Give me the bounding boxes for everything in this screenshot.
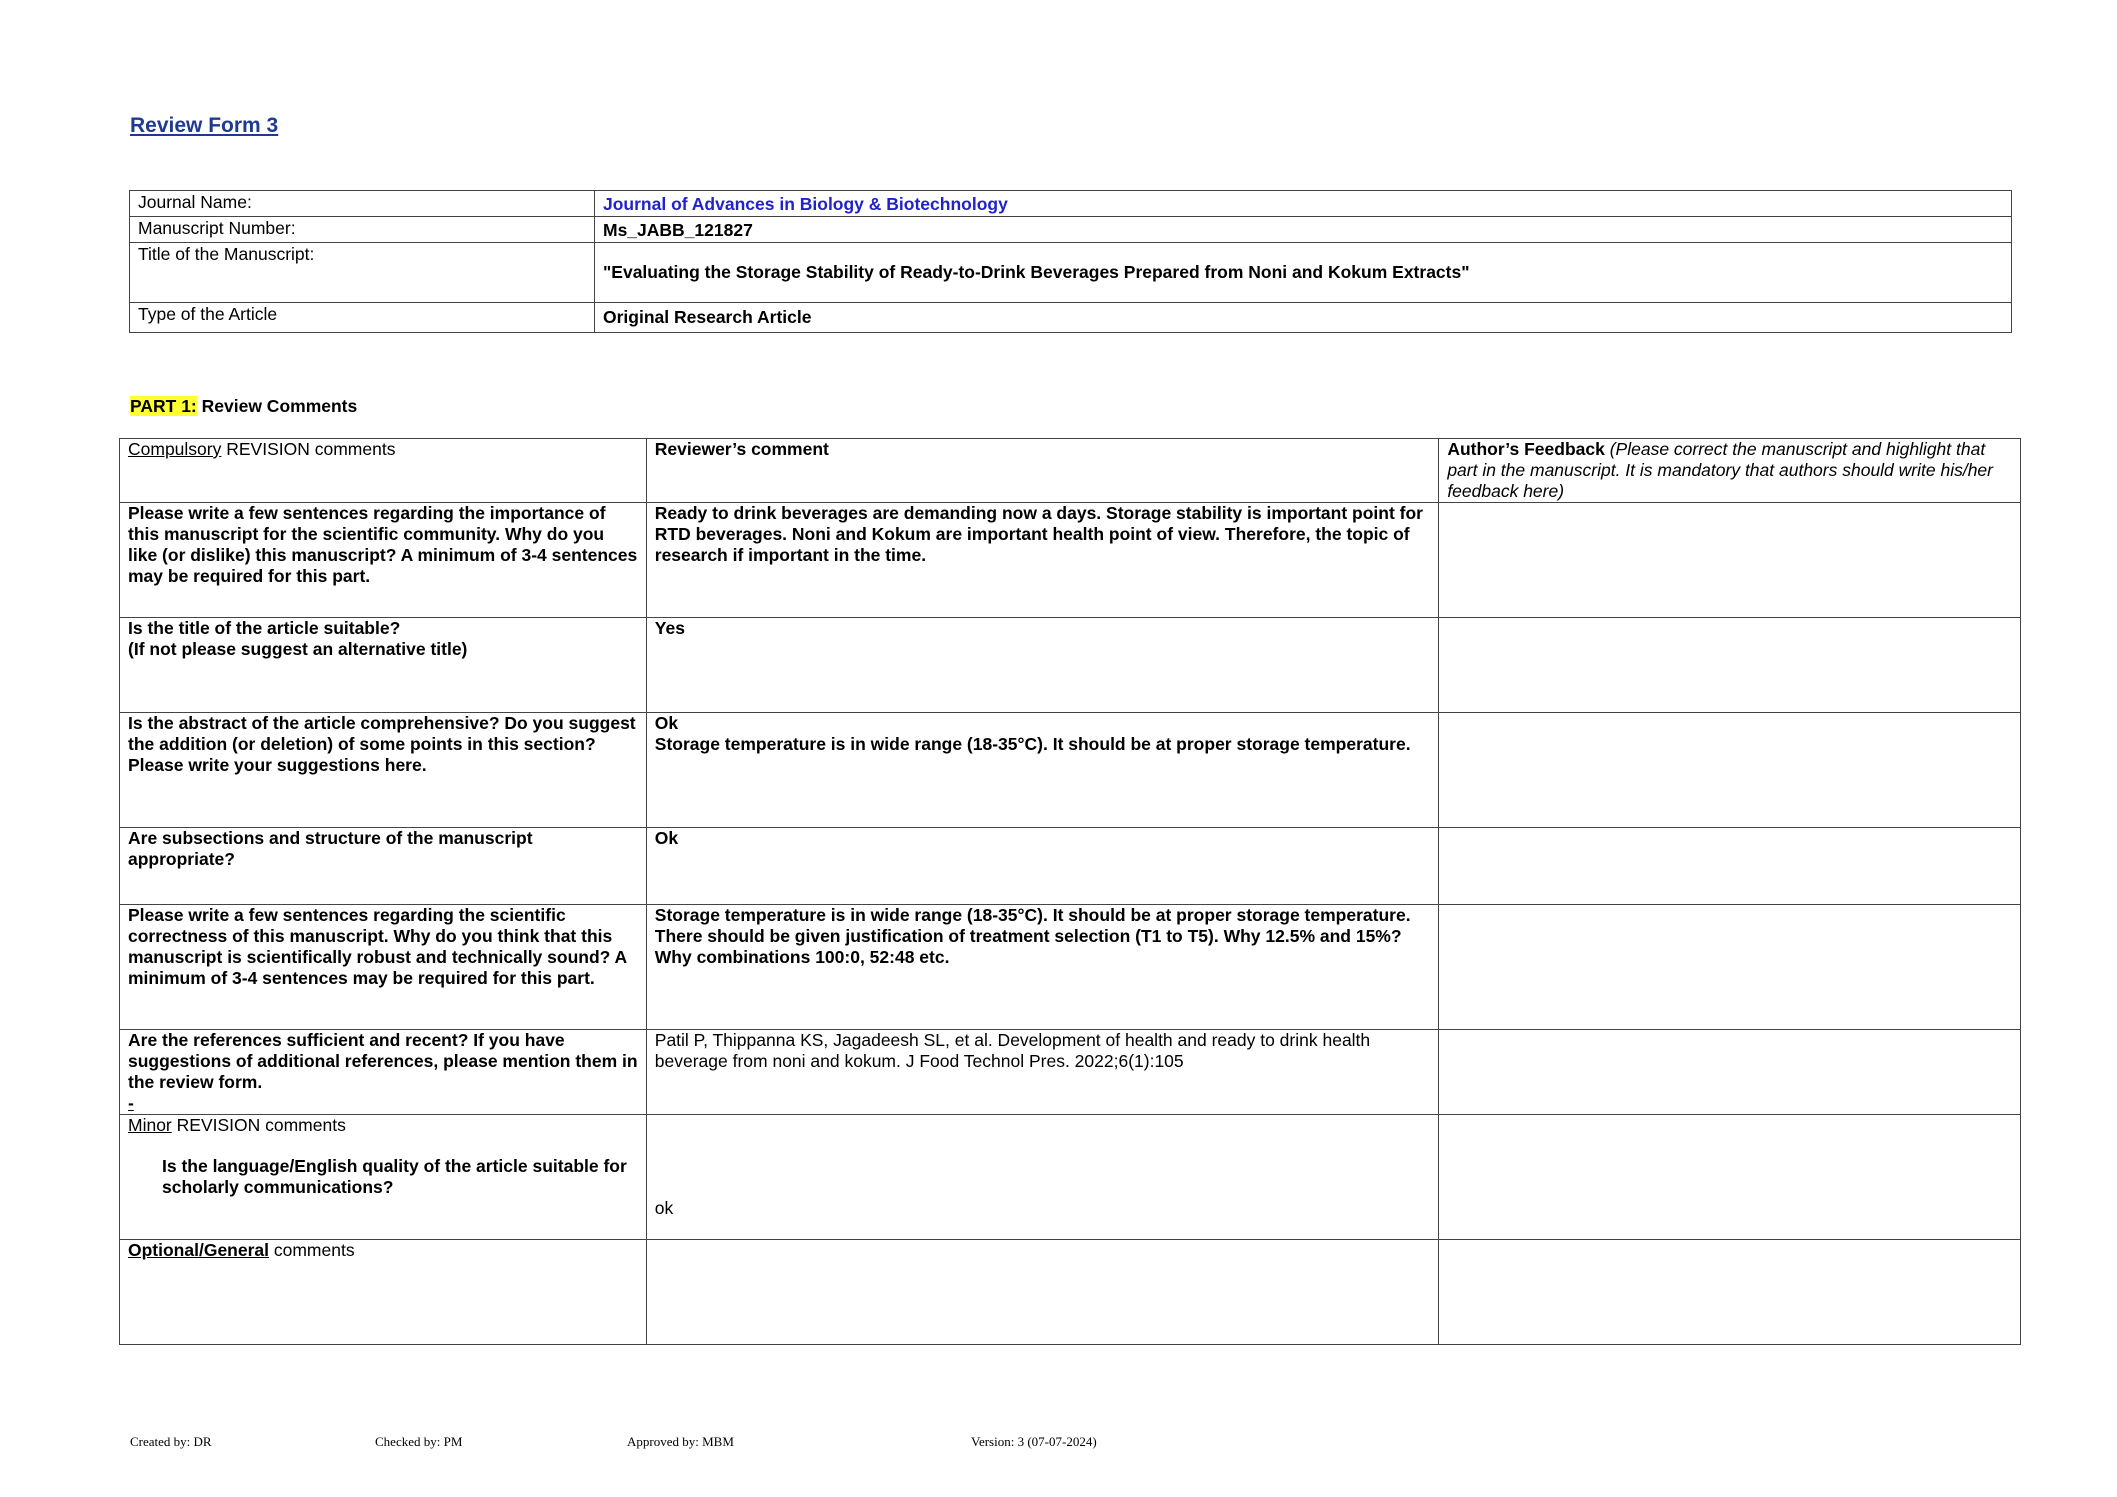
question-structure: Are subsections and structure of the manuscript appropriate? (120, 828, 647, 905)
footer-checked: Checked by: PM (375, 1434, 463, 1449)
comment-correctness: Storage temperature is in wide range (18-35°C). It should be at proper storage temperature. There should be given justification of treatment selection (T1 to T5). Why 12.5% and 15%? Why combinations 100:0, 52:48 etc. (646, 905, 1439, 1030)
author-feedback-label: Author’s Feedback (1447, 439, 1605, 459)
table-row (120, 618, 2021, 713)
comment-abstract (646, 713, 1439, 828)
minor-revision-heading (128, 1115, 638, 1136)
column-header-reviewer: Reviewer’s comment (646, 439, 1439, 503)
comment-abstract-line2: Storage temperature is in wide range (18-35°C). It should be at proper storage temperature. (654, 734, 1411, 754)
table-row (120, 503, 2021, 618)
table-row (120, 1030, 2021, 1115)
footer-created: Created by: DR (130, 1434, 212, 1449)
compulsory-rest: REVISION comments (221, 439, 396, 459)
comment-title: Yes (646, 618, 1439, 713)
feedback-cell[interactable] (1439, 1115, 2021, 1240)
footer-version: Version: 3 (07-07-2024) (971, 1434, 1097, 1449)
feedback-cell[interactable] (1439, 618, 2021, 713)
question-title-line1: Is the title of the article suitable? (128, 618, 401, 638)
question-references-dash: - (128, 1093, 134, 1113)
comment-language: ok (646, 1115, 1439, 1240)
minor-label: Minor (128, 1115, 172, 1135)
journal-label: Journal Name: (130, 191, 595, 217)
table-row (130, 191, 2012, 217)
table-header-row (120, 439, 2021, 503)
table-row (130, 303, 2012, 333)
table-row (130, 217, 2012, 243)
comment-importance: Ready to drink beverages are demanding now a days. Storage stability is important point for RTD beverages. Noni and Kokum are important health point of view. Therefore, the topic of research if important in the time. (646, 503, 1439, 618)
compulsory-label: Compulsory (128, 439, 222, 459)
question-title-line2: (If not please suggest an alternative title) (128, 639, 468, 659)
part1-prefix: PART 1: (130, 396, 197, 416)
feedback-cell[interactable] (1439, 713, 2021, 828)
comment-structure: Ok (646, 828, 1439, 905)
part1-label: Review Comments (196, 396, 358, 416)
table-row (120, 713, 2021, 828)
optional-label: Optional/General (128, 1240, 269, 1260)
review-comments-table (119, 438, 2021, 1345)
question-abstract: Is the abstract of the article comprehensive? Do you suggest the addition (or deletion) of some points in this section? Please write your suggestions here. (120, 713, 647, 828)
optional-rest: comments (269, 1240, 355, 1260)
feedback-cell[interactable] (1439, 1240, 2021, 1345)
question-title (120, 618, 647, 713)
journal-value: Journal of Advances in Biology & Biotechnology (595, 191, 2012, 217)
feedback-cell[interactable] (1439, 503, 2021, 618)
question-language: Is the language/English quality of the article suitable for scholarly communications? (162, 1156, 627, 1197)
question-importance: Please write a few sentences regarding the importance of this manuscript for the scientific community. Why do you like (or dislike) this manuscript? A minimum of 3-4 sentences may be required for this part. (120, 503, 647, 618)
table-row (130, 243, 2012, 303)
table-row (120, 1240, 2021, 1345)
question-references-text: Are the references sufficient and recent? If you have suggestions of additional references, please mention them in the review form. (128, 1030, 638, 1092)
article-type-value: Original Research Article (595, 303, 2012, 333)
comment-abstract-line1: Ok (654, 713, 679, 733)
question-correctness: Please write a few sentences regarding the scientific correctness of this manuscript. Why do you think that this manuscript is scientifically robust and technically sound? A minimum of 3-4 sentences may be required for this part. (120, 905, 647, 1030)
comment-references: Patil P, Thippanna KS, Jagadeesh SL, et al. Development of health and ready to drink health beverage from noni and kokum. J Food Technol Pres. 2022;6(1):105 (646, 1030, 1439, 1115)
feedback-cell[interactable] (1439, 1030, 2021, 1115)
manuscript-number-value: Ms_JABB_121827 (595, 217, 2012, 243)
table-row (120, 1115, 2021, 1240)
manuscript-title-label: Title of the Manuscript: (130, 243, 595, 303)
comment-optional[interactable] (646, 1240, 1439, 1345)
manuscript-title-value: "Evaluating the Storage Stability of Ready-to-Drink Beverages Prepared from Noni and Kokum Extracts" (595, 243, 2012, 303)
minor-revision-cell (120, 1115, 647, 1240)
manuscript-info-table (129, 190, 2012, 333)
column-header-compulsory (120, 439, 647, 503)
feedback-cell[interactable] (1439, 828, 2021, 905)
article-type-label: Type of the Article (130, 303, 595, 333)
optional-comments-cell (120, 1240, 647, 1345)
author-feedback-instructions: (Please correct the manuscript and highlight that part in the manuscript. It is mandatory that authors should write his/her feedback here) (1447, 439, 1993, 501)
manuscript-number-label: Manuscript Number: (130, 217, 595, 243)
table-row (120, 905, 2021, 1030)
question-references (120, 1030, 647, 1115)
column-header-author-feedback (1439, 439, 2021, 503)
part1-heading (130, 396, 357, 417)
footer-approved: Approved by: MBM (627, 1434, 734, 1449)
feedback-cell[interactable] (1439, 905, 2021, 1030)
table-row (120, 828, 2021, 905)
page-title: Review Form 3 (130, 114, 279, 137)
minor-rest: REVISION comments (171, 1115, 346, 1135)
